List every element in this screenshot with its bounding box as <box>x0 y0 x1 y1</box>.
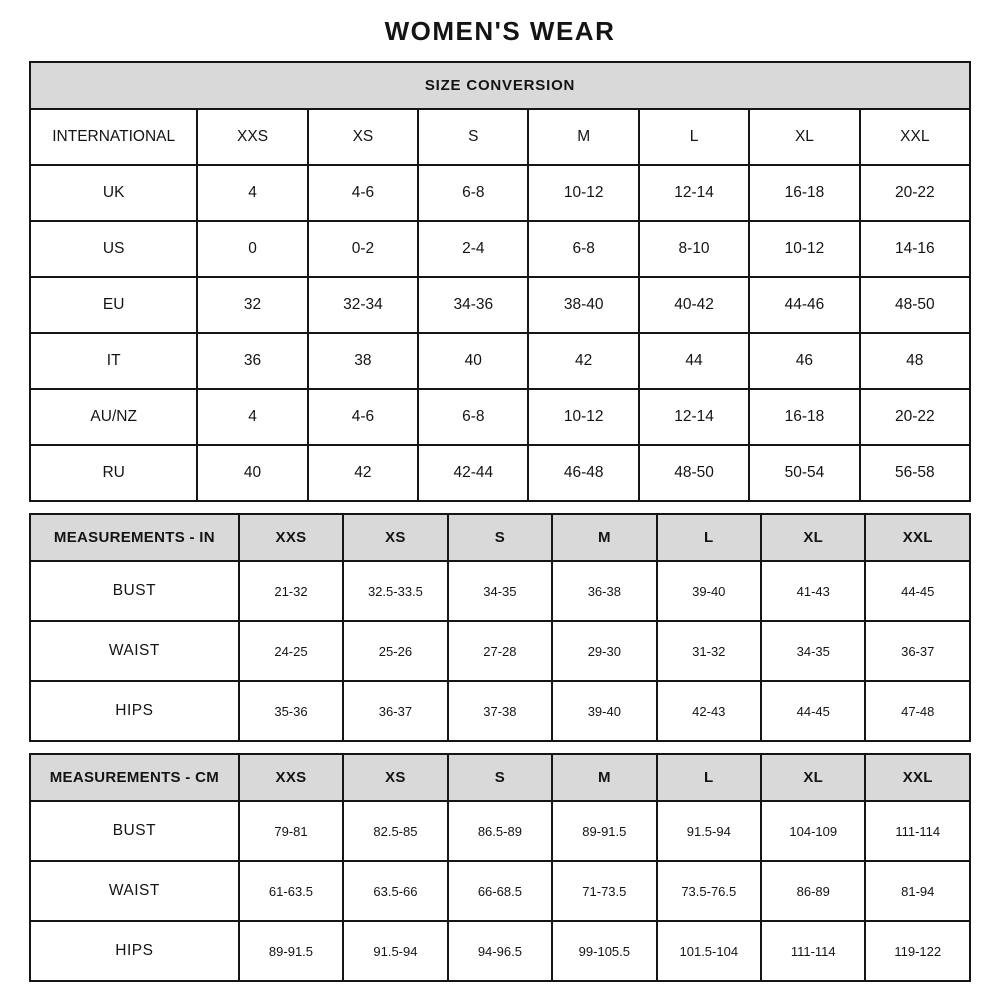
table-cell: 25-26 <box>343 621 447 681</box>
table-cell: 71-73.5 <box>552 861 656 921</box>
table-cell: 111-114 <box>761 921 865 981</box>
table-cell: 34-35 <box>761 621 865 681</box>
row-label: AU/NZ <box>30 389 197 445</box>
table-cell: 119-122 <box>865 921 970 981</box>
table-cell: 111-114 <box>865 801 970 861</box>
table-cell: 104-109 <box>761 801 865 861</box>
table-cell: 12-14 <box>639 165 749 221</box>
table-cell: 39-40 <box>657 561 761 621</box>
column-header: L <box>639 109 749 165</box>
table-row <box>30 861 970 921</box>
table-row <box>30 681 970 741</box>
table-cell: 48 <box>860 333 970 389</box>
table-cell: 50-54 <box>749 445 859 501</box>
table-row <box>30 333 970 389</box>
table-row <box>30 221 970 277</box>
row-label: WAIST <box>30 621 239 681</box>
table-cell: 47-48 <box>865 681 970 741</box>
column-header: XXL <box>860 109 970 165</box>
table-row <box>30 921 970 981</box>
row-label: US <box>30 221 197 277</box>
measurements-in-table <box>29 513 971 742</box>
size-chart-page <box>29 0 971 982</box>
table-cell: 44-46 <box>749 277 859 333</box>
table-cell: 20-22 <box>860 165 970 221</box>
column-header: XS <box>343 754 447 801</box>
table-cell: 4 <box>197 389 307 445</box>
table-cell: 91.5-94 <box>657 801 761 861</box>
table-row <box>30 801 970 861</box>
table-cell: 0-2 <box>308 221 418 277</box>
measurements-cm-table <box>29 753 971 982</box>
table-cell: 10-12 <box>528 389 638 445</box>
table-cell: 32.5-33.5 <box>343 561 447 621</box>
table-cell: 40 <box>197 445 307 501</box>
table-cell: 86.5-89 <box>448 801 552 861</box>
table-cell: 91.5-94 <box>343 921 447 981</box>
column-header: XL <box>761 754 865 801</box>
table-cell: 40 <box>418 333 528 389</box>
table-cell: 42 <box>528 333 638 389</box>
table-row <box>30 165 970 221</box>
column-header: M <box>552 514 656 561</box>
table-cell: 39-40 <box>552 681 656 741</box>
column-header: XS <box>308 109 418 165</box>
table-cell: 99-105.5 <box>552 921 656 981</box>
row-label: BUST <box>30 801 239 861</box>
table-cell: 86-89 <box>761 861 865 921</box>
table-cell: 29-30 <box>552 621 656 681</box>
table-row <box>30 561 970 621</box>
table-cell: 79-81 <box>239 801 343 861</box>
row-label: EU <box>30 277 197 333</box>
column-header: S <box>418 109 528 165</box>
table-cell: 41-43 <box>761 561 865 621</box>
table-title: SIZE CONVERSION <box>30 62 970 109</box>
table-cell: 2-4 <box>418 221 528 277</box>
table-cell: 6-8 <box>418 165 528 221</box>
row-label: HIPS <box>30 921 239 981</box>
table-cell: 24-25 <box>239 621 343 681</box>
table-cell: 36-37 <box>343 681 447 741</box>
size-conversion-table <box>29 61 971 502</box>
table-cell: 42-44 <box>418 445 528 501</box>
table-cell: 14-16 <box>860 221 970 277</box>
row-label: UK <box>30 165 197 221</box>
table-cell: 36 <box>197 333 307 389</box>
table-cell: 10-12 <box>528 165 638 221</box>
table-cell: 32-34 <box>308 277 418 333</box>
table-cell: 27-28 <box>448 621 552 681</box>
column-header: S <box>448 754 552 801</box>
column-header: XXS <box>239 754 343 801</box>
table-cell: 66-68.5 <box>448 861 552 921</box>
row-label-header: MEASUREMENTS - CM <box>30 754 239 801</box>
column-header: M <box>552 754 656 801</box>
table-cell: 101.5-104 <box>657 921 761 981</box>
table-cell: 38 <box>308 333 418 389</box>
table-cell: 34-35 <box>448 561 552 621</box>
table-cell: 4-6 <box>308 389 418 445</box>
page-title: WOMEN'S WEAR <box>384 16 616 46</box>
table-cell: 44 <box>639 333 749 389</box>
column-header: XXL <box>865 514 970 561</box>
row-label: BUST <box>30 561 239 621</box>
table-cell: 10-12 <box>749 221 859 277</box>
table-cell: 20-22 <box>860 389 970 445</box>
table-cell: 48-50 <box>860 277 970 333</box>
column-header-row <box>30 109 970 165</box>
column-header: XXS <box>239 514 343 561</box>
column-header: XS <box>343 514 447 561</box>
table-cell: 6-8 <box>418 389 528 445</box>
table-cell: 56-58 <box>860 445 970 501</box>
row-label: IT <box>30 333 197 389</box>
table-cell: 44-45 <box>761 681 865 741</box>
row-label-header: INTERNATIONAL <box>30 109 197 165</box>
table-cell: 8-10 <box>639 221 749 277</box>
table-title-row <box>30 62 970 109</box>
column-header: L <box>657 514 761 561</box>
table-cell: 40-42 <box>639 277 749 333</box>
column-header: XXS <box>197 109 307 165</box>
table-cell: 35-36 <box>239 681 343 741</box>
table-cell: 36-38 <box>552 561 656 621</box>
table-cell: 32 <box>197 277 307 333</box>
table-cell: 82.5-85 <box>343 801 447 861</box>
row-label: WAIST <box>30 861 239 921</box>
column-header-row <box>30 514 970 561</box>
table-cell: 37-38 <box>448 681 552 741</box>
table-cell: 38-40 <box>528 277 638 333</box>
table-cell: 61-63.5 <box>239 861 343 921</box>
table-cell: 0 <box>197 221 307 277</box>
table-cell: 48-50 <box>639 445 749 501</box>
table-cell: 46 <box>749 333 859 389</box>
table-row <box>30 445 970 501</box>
table-cell: 4-6 <box>308 165 418 221</box>
column-header: XL <box>761 514 865 561</box>
table-cell: 89-91.5 <box>552 801 656 861</box>
table-cell: 6-8 <box>528 221 638 277</box>
table-cell: 16-18 <box>749 165 859 221</box>
row-label: RU <box>30 445 197 501</box>
column-header-row <box>30 754 970 801</box>
column-header: XL <box>749 109 859 165</box>
table-cell: 12-14 <box>639 389 749 445</box>
table-cell: 46-48 <box>528 445 638 501</box>
column-header: XXL <box>865 754 970 801</box>
table-row <box>30 621 970 681</box>
table-cell: 89-91.5 <box>239 921 343 981</box>
column-header: L <box>657 754 761 801</box>
table-cell: 4 <box>197 165 307 221</box>
table-cell: 16-18 <box>749 389 859 445</box>
table-cell: 42 <box>308 445 418 501</box>
table-cell: 81-94 <box>865 861 970 921</box>
table-cell: 21-32 <box>239 561 343 621</box>
row-label: HIPS <box>30 681 239 741</box>
column-header: S <box>448 514 552 561</box>
column-header: M <box>528 109 638 165</box>
table-row <box>30 389 970 445</box>
table-cell: 36-37 <box>865 621 970 681</box>
table-cell: 44-45 <box>865 561 970 621</box>
table-cell: 94-96.5 <box>448 921 552 981</box>
table-cell: 31-32 <box>657 621 761 681</box>
table-row <box>30 277 970 333</box>
table-cell: 73.5-76.5 <box>657 861 761 921</box>
row-label-header: MEASUREMENTS - IN <box>30 514 239 561</box>
table-cell: 42-43 <box>657 681 761 741</box>
table-cell: 34-36 <box>418 277 528 333</box>
table-cell: 63.5-66 <box>343 861 447 921</box>
